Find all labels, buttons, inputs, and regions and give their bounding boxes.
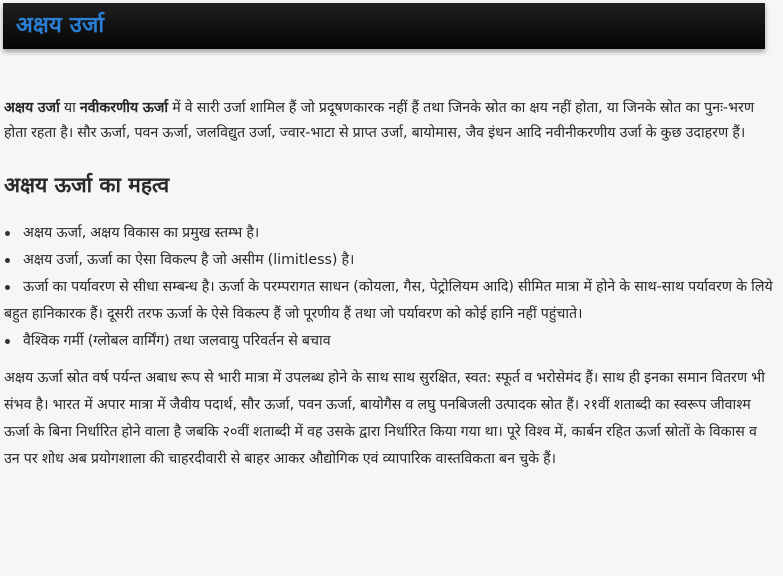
intro-paragraph (4, 96, 776, 146)
intro-connector: या (59, 100, 80, 116)
importance-list (4, 220, 776, 355)
list-item (4, 220, 776, 247)
intro-text: में वे सारी उर्जा शामिल हैं जो प्रदूषणकारक नहीं हैं तथा जिनके स्रोत का क्षय नहीं होता, या जिनके स्रोत का पुनः-भरण होता रहता है। सौर ऊर्जा, पवन ऊर्जा, जलविद्युत उर्जा, ज्वार-भाटा से प्राप्त उर्जा, बायोमास, जैव इंधन आदि नवीनीकरणीय उर्जा के कुछ उदाहरण हैं। (4, 100, 755, 141)
list-item-text: अक्षय ऊर्जा, अक्षय विकास का प्रमुख स्तम्भ है। (23, 225, 260, 241)
section-heading: अक्षय ऊर्जा का महत्व (4, 173, 170, 197)
list-item-text: ऊर्जा का पर्यावरण से सीधा सम्बन्ध है। ऊर्जा के परम्परागत साधन (कोयला, गैस, पेट्रोलियम आदि) सीमित मात्रा में होने के साथ-साथ पर्यावरण के लिये बहुत हानिकारक हैं। दूसरी तरफ ऊर्जा के ऐसे विकल्प हैं जो पूरणीय हैं तथा जो पर्यावरण को कोई हानि नहीं पहुंचाते। (4, 279, 773, 322)
page-title: अक्षय उर्जा (16, 13, 105, 38)
closing-paragraph: अक्षय ऊर्जा स्रोत वर्ष पर्यन्त अबाध रूप से भारी मात्रा में उपलब्ध होने के साथ साथ सुरक्षित, स्वत: स्फूर्त व भरोसेमंद हैं। साथ ही इनका समान वितरण भी संभव है। भारत में अपार मात्रा में जैवीय पदार्थ, सौर ऊर्जा, पवन ऊर्जा, बायोगैस व लघु पनबिजली उत्पादक स्रोत हैं। २१वीं शताब्दी का स्वरूप जीवाश्म ऊर्जा के बिना निर्धारित होने वाला है जबकि २०वीं शताब्दी में वह उसके द्वारा निर्धारित किया गया था। पूरे विश्व में, कार्बन रहित ऊर्जा स्रोतों के विकास व उन पर शोध अब प्रयोगशाला की चाहरदीवारी से बाहर आकर औद्योगिक एवं व्यापारिक वास्तविकता बन चुके हैं। (4, 370, 765, 467)
title-bar (3, 3, 765, 49)
bullet-icon (5, 231, 10, 236)
list-item (4, 274, 776, 328)
list-item-text: वैश्विक गर्मी (ग्लोबल वार्मिंग) तथा जलवायु परिवर्तन से बचाव (23, 333, 331, 349)
bullet-icon (5, 339, 10, 344)
bullet-icon (5, 285, 10, 290)
intro-term-akshay: अक्षय उर्जा (4, 100, 60, 116)
list-item (4, 328, 776, 355)
intro-term-navikarniya: नवीकरणीय ऊर्जा (79, 100, 169, 116)
list-item (4, 247, 776, 274)
article-content (4, 96, 776, 473)
bullet-icon (5, 258, 10, 263)
list-item-text: अक्षय उर्जा, ऊर्जा का ऐसा विकल्प है जो असीम (limitless) है। (23, 252, 355, 268)
